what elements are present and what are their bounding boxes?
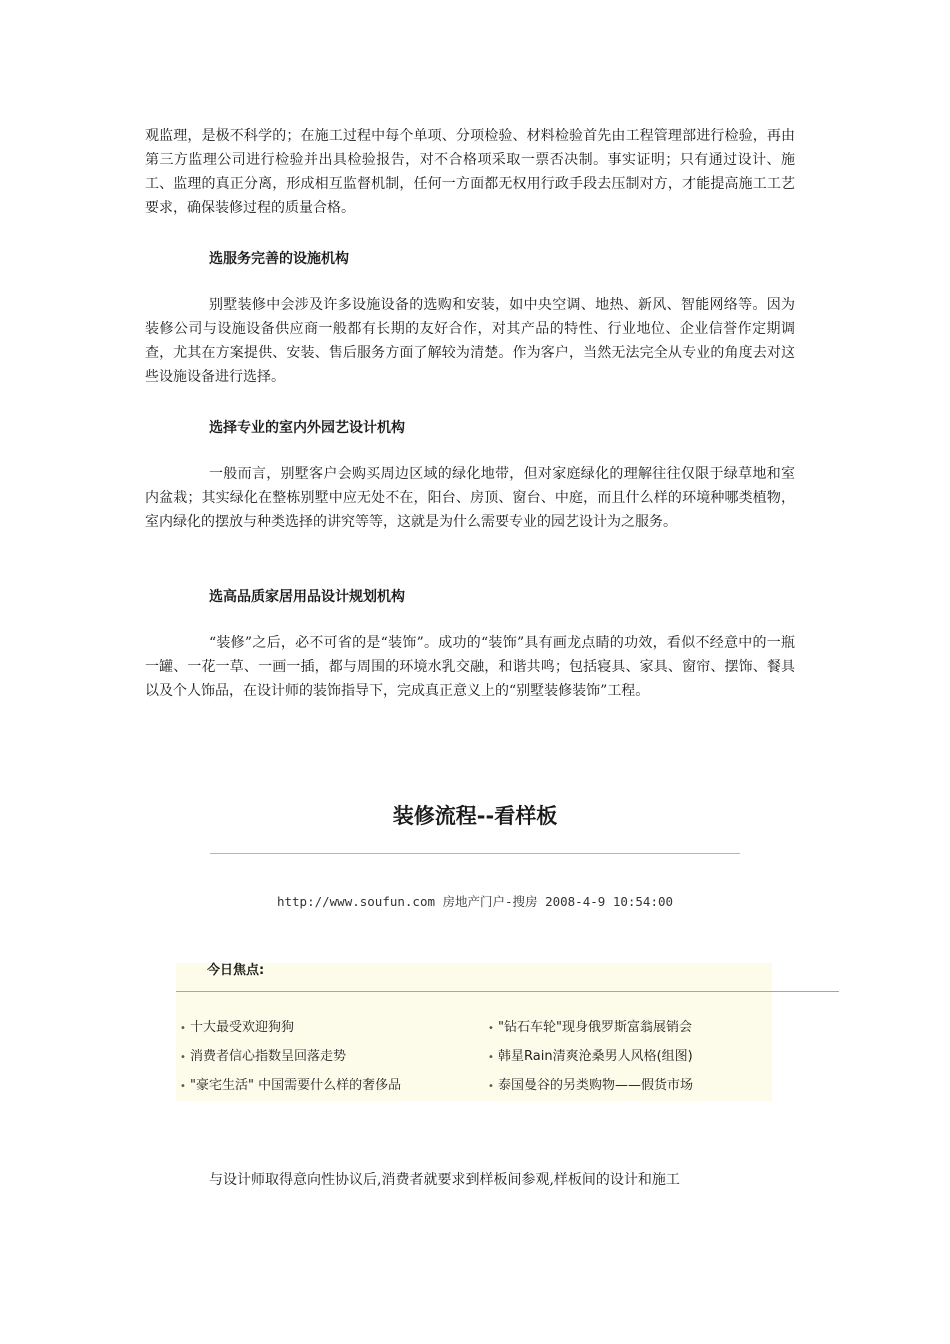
news-link[interactable]: • "钻石车轮"现身俄罗斯富翁展销会 [488,1014,693,1043]
news-link[interactable]: • 泰国曼谷的另类购物——假货市场 [488,1072,693,1101]
paragraph-facility: 别墅装修中会涉及许多设施设备的选购和安装，如中央空调、地热、新风、智能网络等。因为装修公司与设施设备供应商一般都有长期的友好合作，对其产品的特性、行业地位、企业信誉作定期调查，尤其在方案提供、安装、售后服务方面了解较为清楚。作为客户，当然无法完全从专业的角度去对这些设施设备进行选择。 [145,297,795,385]
bullet-icon: • [180,1052,186,1063]
bullet-icon: • [488,1081,494,1092]
paragraph-garden: 一般而言，别墅客户会购买周边区域的绿化地带，但对家庭绿化的理解往往仅限于绿草地和室内盆栽；其实绿化在整栋别墅中应无处不在，阳台、房顶、窗台、中庭，而且什么样的环境种哪类植物，室内绿化的摆放与种类选择的讲究等等，这就是为什么需要专业的园艺设计为之服务。 [145,466,795,530]
bullet-icon: • [180,1023,186,1034]
news-link[interactable]: • "豪宅生活" 中国需要什么样的奢侈品 [180,1072,401,1101]
title-divider [210,853,740,854]
heading-garden-design: 选择专业的室内外园艺设计机构 [209,420,405,436]
section-title: 装修流程--看样板 [392,804,558,828]
focus-divider [176,991,839,992]
focus-news-left [180,1014,401,1101]
paragraph-supervision: 观监理，是极不科学的；在施工过程中每个单项、分项检验、材料检验首先由工程管理部进行检验，再由第三方监理公司进行检验并出具检验报告，对不合格项采取一票否决制。事实证明；只有通过设计、施工、监理的真正分离，形成相互监督机制，任何一方面都无权用行政手段去压制对方，才能提高施工工艺要求，确保装修过程的质量合格。 [145,128,795,216]
bullet-icon: • [488,1023,494,1034]
paragraph-decoration: “装修”之后，必不可省的是“装饰”。成功的“装饰”具有画龙点睛的功效，看似不经意中的一瓶一罐、一花一草、一画一插，都与周围的环境水乳交融，和谐共鸣；包括寝具、家具、窗帘、摆饰、餐具以及个人饰品，在设计师的装饰指导下，完成真正意义上的“别墅装修装饰”工程。 [145,635,795,699]
heading-facility-service: 选服务完善的设施机构 [209,251,349,267]
source-line: http://www.soufun.com 房地产门户-搜房 2008-4-9 10:54:00 [276,894,674,909]
bullet-icon: • [180,1081,186,1092]
bullet-icon: • [488,1052,494,1063]
paragraph-sample-room: 与设计师取得意向性协议后,消费者就要求到样板间参观,样板间的设计和施工 [209,1172,680,1188]
news-link[interactable]: • 消费者信心指数呈回落走势 [180,1043,401,1072]
focus-news-right [488,1014,693,1101]
news-link[interactable]: • 韩星Rain清爽沧桑男人风格(组图) [488,1043,693,1072]
focus-label: 今日焦点: [207,963,265,978]
news-link[interactable]: • 十大最受欢迎狗狗 [180,1014,401,1043]
heading-home-goods: 选高品质家居用品设计规划机构 [209,589,405,605]
